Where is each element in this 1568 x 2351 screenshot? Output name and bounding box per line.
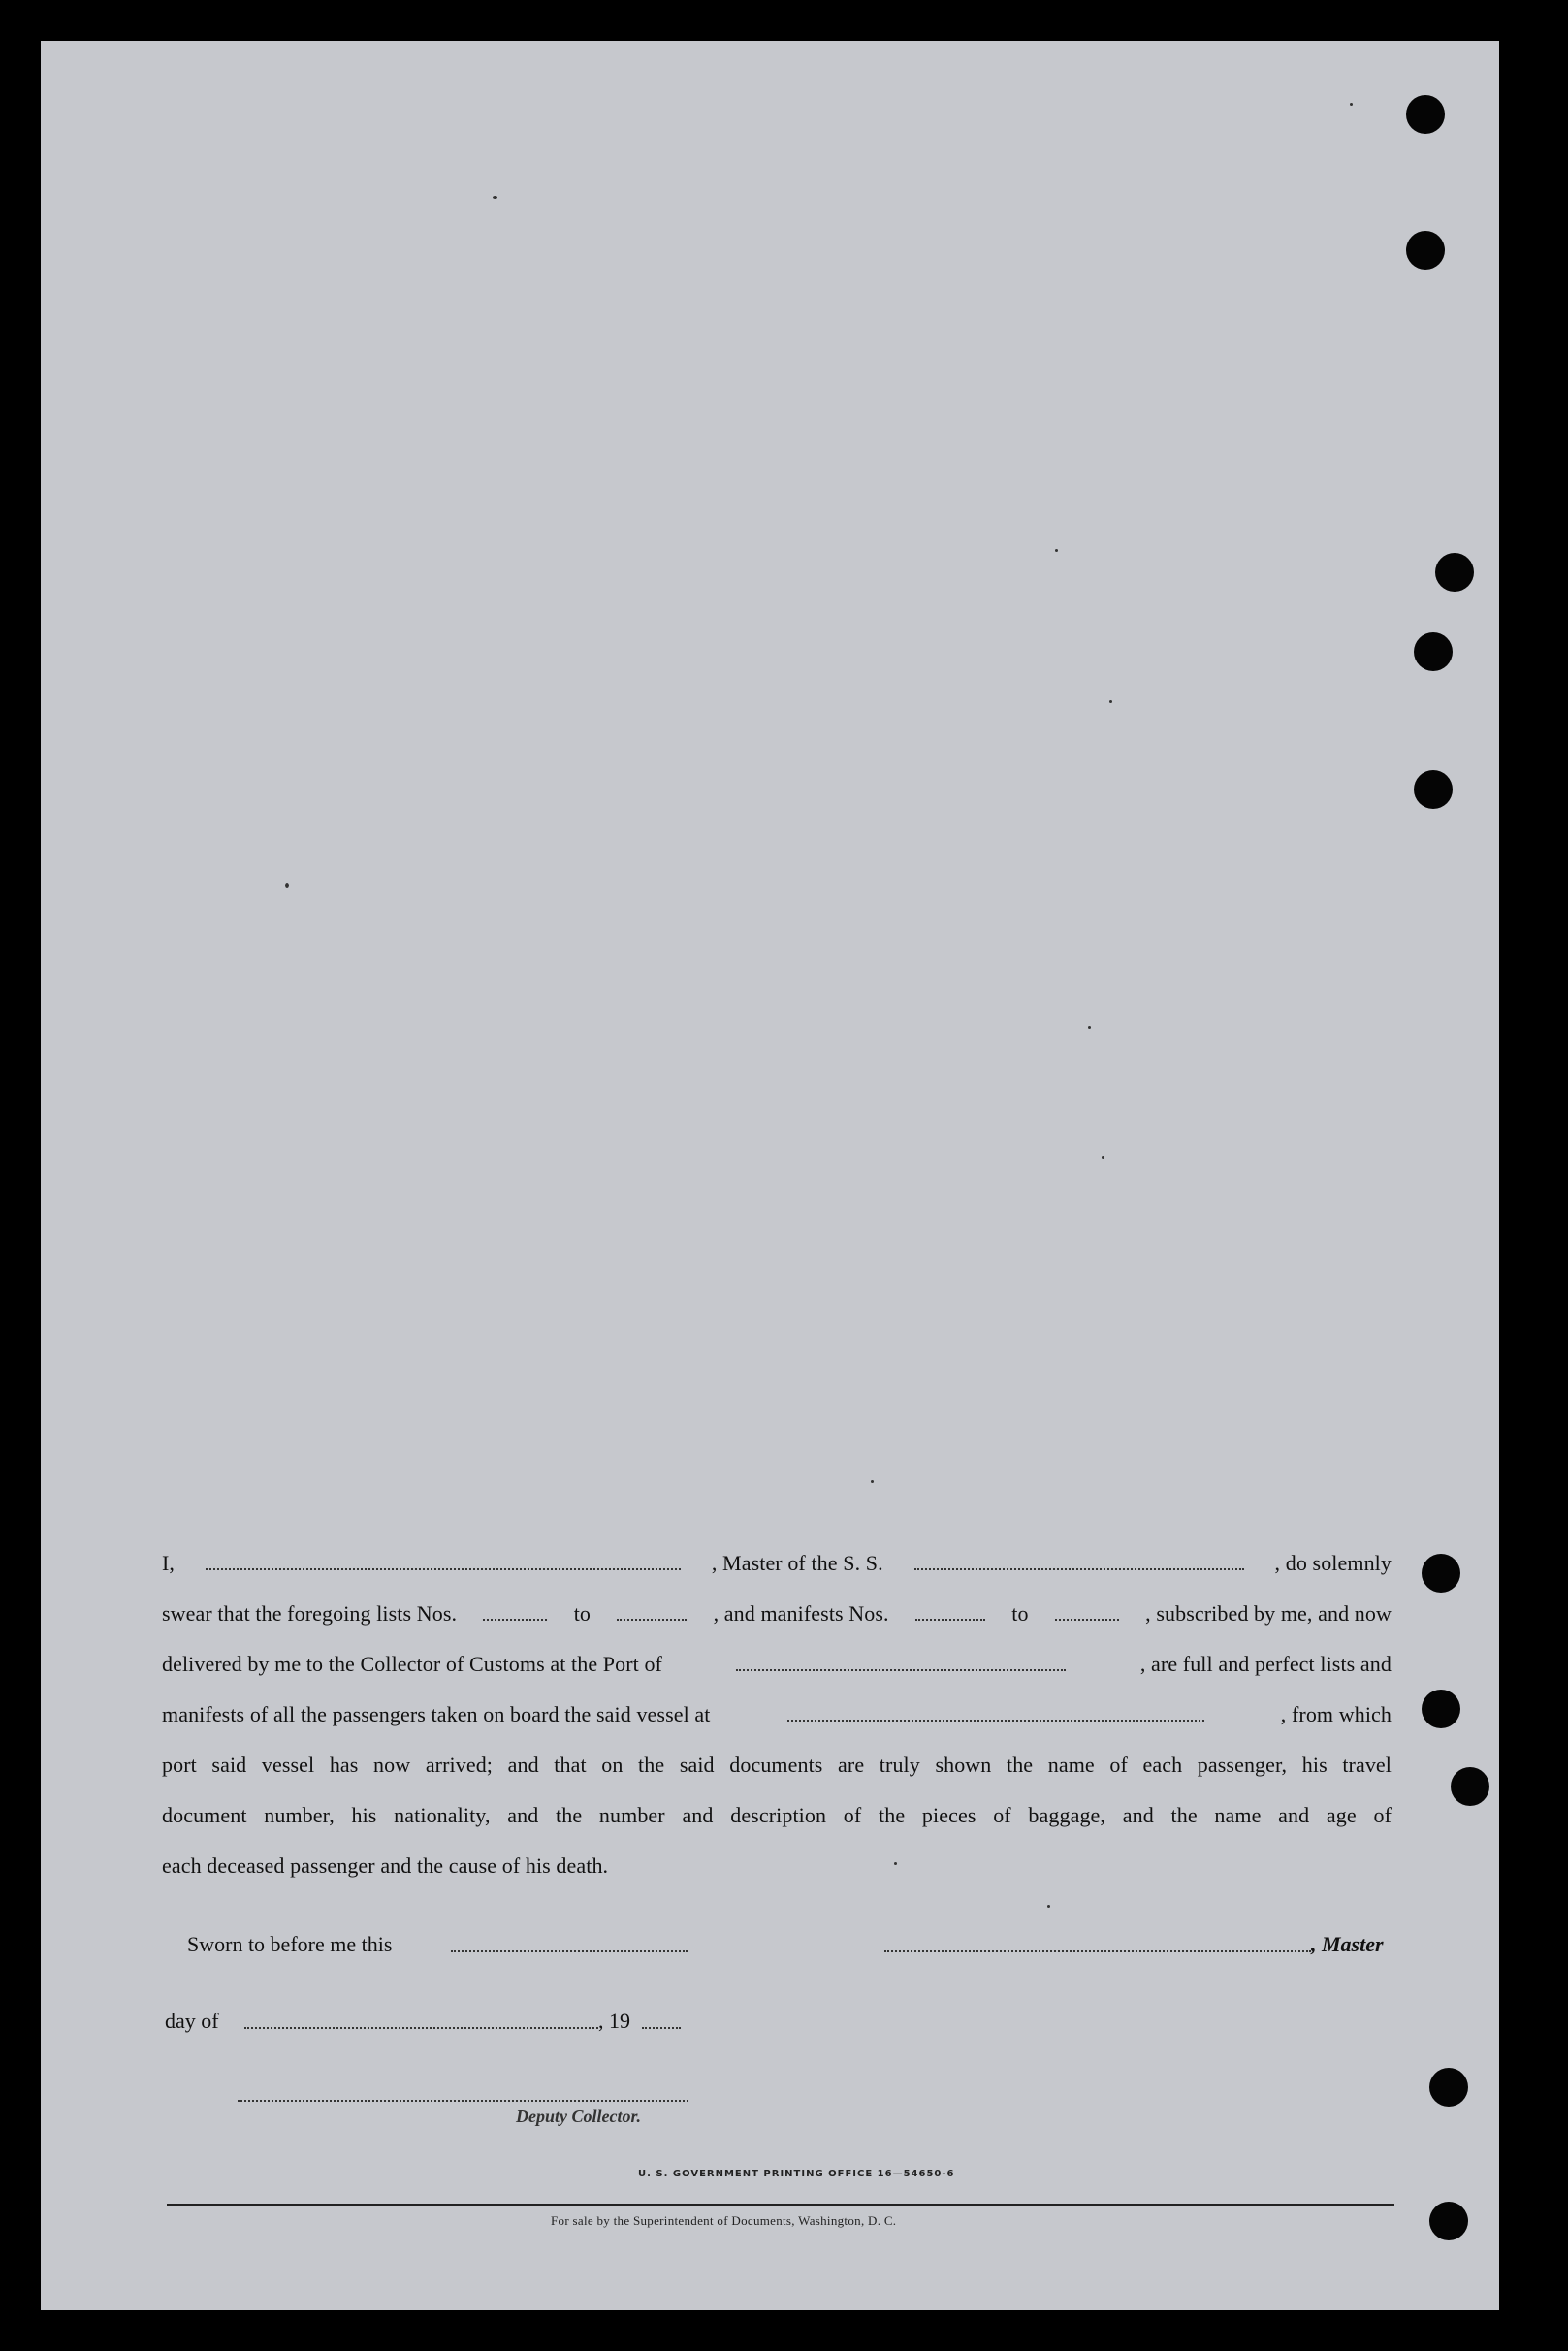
- port-of-departure-field[interactable]: [787, 1720, 1204, 1722]
- oath-text: manifests of all the passengers taken on board the said vessel at: [162, 1702, 711, 1726]
- oath-line-5: [162, 1740, 1392, 1790]
- punch-hole-icon: [1429, 2068, 1468, 2107]
- oath-line-4: [162, 1690, 1392, 1740]
- manifest-number-from-field[interactable]: [915, 1619, 985, 1621]
- sworn-label: Sworn to before me this: [187, 1932, 393, 1956]
- list-number-from-field[interactable]: [483, 1619, 547, 1621]
- oath-line-6: [162, 1790, 1392, 1841]
- master-signature-field[interactable]: [884, 1950, 1311, 1952]
- punch-hole-icon: [1429, 2202, 1468, 2240]
- oath-text: I,: [162, 1551, 176, 1575]
- year-field[interactable]: [642, 2027, 681, 2029]
- paper-speck: [1350, 103, 1353, 106]
- deputy-collector-label: Deputy Collector.: [516, 2107, 641, 2126]
- paper-speck: [285, 883, 289, 888]
- paper-speck: [1109, 700, 1112, 703]
- oath-text: port said vessel has now arrived; and that on the said documents are truly shown the name of each passenger, his travel: [162, 1753, 1392, 1777]
- punch-hole-icon: [1422, 1554, 1460, 1593]
- master-label: , Master: [1311, 1932, 1384, 1956]
- deputy-signature-field[interactable]: [238, 2100, 688, 2102]
- oath-text: , and manifests Nos.: [713, 1601, 889, 1626]
- month-field[interactable]: [244, 2027, 598, 2029]
- punch-hole-icon: [1406, 95, 1445, 134]
- paper-speck: [1055, 549, 1058, 552]
- oath-text: document number, his nationality, and the number and description of the pieces of baggage, and the name and age of: [162, 1803, 1392, 1827]
- oath-text: each deceased passenger and the cause of his death.: [162, 1853, 609, 1878]
- paper-speck: [1102, 1156, 1104, 1159]
- port-of-arrival-field[interactable]: [736, 1669, 1066, 1671]
- paper-speck: [871, 1480, 874, 1483]
- oath-text: swear that the foregoing lists Nos.: [162, 1601, 458, 1626]
- oath-text: delivered by me to the Collector of Customs at the Port of: [162, 1652, 662, 1676]
- punch-hole-icon: [1414, 770, 1453, 809]
- oath-line-1: [162, 1538, 1392, 1589]
- paper-speck: [1088, 1026, 1091, 1029]
- punch-hole-icon: [1406, 231, 1445, 270]
- punch-hole-icon: [1451, 1767, 1489, 1806]
- sale-notice: For sale by the Superintendent of Documents, Washington, D. C.: [551, 2213, 897, 2228]
- paper-speck: [493, 196, 497, 199]
- punch-hole-icon: [1414, 632, 1453, 671]
- oath-paragraph: [162, 1538, 1392, 1891]
- paper-speck: [1047, 1905, 1050, 1908]
- vessel-name-field[interactable]: [914, 1568, 1244, 1570]
- sworn-date-field[interactable]: [451, 1950, 688, 1952]
- sworn-line: [162, 1925, 1392, 1964]
- oath-line-2: [162, 1589, 1392, 1639]
- day-line: [162, 2002, 841, 2041]
- oath-text: to: [573, 1601, 592, 1626]
- manifest-number-to-field[interactable]: [1055, 1619, 1119, 1621]
- day-of-label: day of: [165, 2009, 219, 2033]
- punch-hole-icon: [1435, 553, 1474, 592]
- oath-line-7: [162, 1841, 1392, 1891]
- oath-text: , from which: [1280, 1702, 1392, 1726]
- punch-hole-icon: [1422, 1690, 1460, 1728]
- oath-line-3: [162, 1639, 1392, 1690]
- year-prefix: , 19: [598, 2009, 630, 2033]
- oath-text: , do solemnly: [1274, 1551, 1392, 1575]
- list-number-to-field[interactable]: [617, 1619, 687, 1621]
- oath-text: to: [1011, 1601, 1029, 1626]
- oath-text: , Master of the S. S.: [711, 1551, 883, 1575]
- oath-text: , are full and perfect lists and: [1139, 1652, 1392, 1676]
- master-name-field[interactable]: [206, 1568, 681, 1570]
- form-sheet: [41, 41, 1499, 2310]
- footer-rule: [167, 2204, 1394, 2206]
- oath-text: , subscribed by me, and now: [1145, 1601, 1392, 1626]
- printing-office-imprint: U. S. GOVERNMENT PRINTING OFFICE 16—54650-6: [638, 2169, 955, 2179]
